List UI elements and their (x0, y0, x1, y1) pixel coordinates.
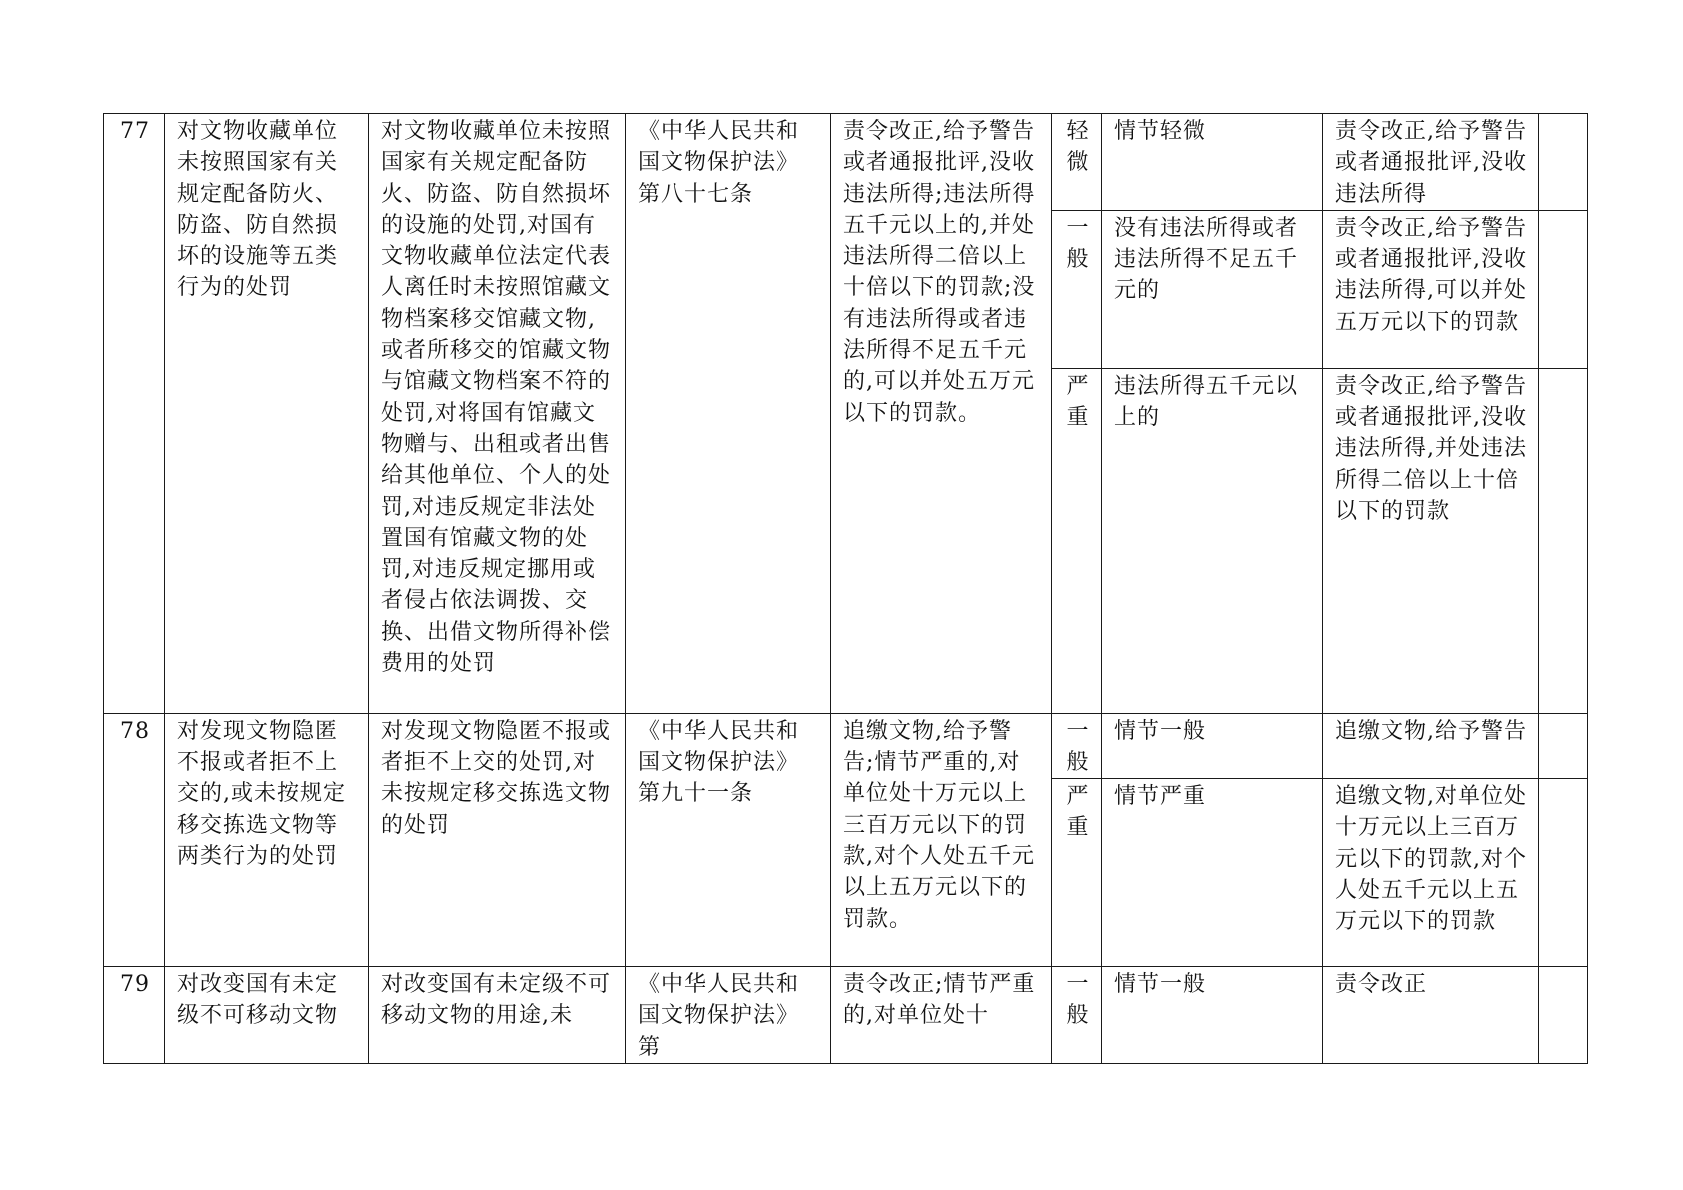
severity-level (1052, 114, 1102, 211)
legal-basis: 《中华人民共和国文物保护法》第八十七条 (626, 114, 831, 714)
severity-level-label: 一般 (1066, 972, 1090, 1029)
severity-level (1052, 779, 1102, 967)
severity-level-label: 一般 (1066, 215, 1090, 272)
table-row (104, 114, 1588, 211)
penalty-standards-table (103, 113, 1588, 1064)
item-content: 对改变国有未定级不可移动文物的用途,未 (369, 967, 626, 1064)
severity-level (1052, 967, 1102, 1064)
item-content: 对发现文物隐匿不报或者拒不上交的处罚,对未按规定移交拣选文物的处罚 (369, 713, 626, 966)
penalty-provision: 责令改正,给予警告或者通报批评,没收违法所得;违法所得五千元以上的,并处违法所得二倍以上十倍以下的罚款;没有违法所得或者违法所得不足五千元的,可以并处五万元以下的罚款。 (831, 114, 1052, 714)
item-number: 79 (104, 967, 165, 1064)
remarks-cell (1539, 210, 1588, 368)
circumstance: 情节一般 (1102, 713, 1323, 778)
circumstance: 没有违法所得或者违法所得不足五千元的 (1102, 210, 1323, 368)
circumstance: 违法所得五千元以上的 (1102, 368, 1323, 713)
severity-level (1052, 713, 1102, 778)
discretion-standard: 责令改正,给予警告或者通报批评,没收违法所得,可以并处五万元以下的罚款 (1323, 210, 1539, 368)
item-number: 77 (104, 114, 165, 714)
circumstance: 情节严重 (1102, 779, 1323, 967)
penalty-provision: 追缴文物,给予警告;情节严重的,对单位处十万元以上三百万元以下的罚款,对个人处五千元以上五万元以下的罚款。 (831, 713, 1052, 966)
circumstance: 情节一般 (1102, 967, 1323, 1064)
penalty-provision: 责令改正;情节严重的,对单位处十 (831, 967, 1052, 1064)
legal-basis: 《中华人民共和国文物保护法》第九十一条 (626, 713, 831, 966)
item-number: 78 (104, 713, 165, 966)
table-row (104, 713, 1588, 778)
item-content: 对文物收藏单位未按照国家有关规定配备防火、防盗、防自然损坏的设施的处罚,对国有文物收藏单位法定代表人离任时未按照馆藏文物档案移交馆藏文物,或者所移交的馆藏文物与馆藏文物档案不符的处罚,对将国有馆藏文物赠与、出租或者出售给其他单位、个人的处罚,对违反规定非法处置国有馆藏文物的处罚,对违反规定挪用或者侵占依法调拨、交换、出借文物所得补偿费用的处罚 (369, 114, 626, 714)
remarks-cell (1539, 368, 1588, 713)
remarks-cell (1539, 779, 1588, 967)
circumstance: 情节轻微 (1102, 114, 1323, 211)
severity-level (1052, 210, 1102, 368)
discretion-standard: 责令改正,给予警告或者通报批评,没收违法所得,并处违法所得二倍以上十倍以下的罚款 (1323, 368, 1539, 713)
discretion-standard: 追缴文物,对单位处十万元以上三百万元以下的罚款,对个人处五千元以上五万元以下的罚款 (1323, 779, 1539, 967)
item-name: 对改变国有未定级不可移动文物 (165, 967, 369, 1064)
remarks-cell (1539, 967, 1588, 1064)
severity-level-label: 一般 (1066, 718, 1090, 775)
legal-basis: 《中华人民共和国文物保护法》第 (626, 967, 831, 1064)
item-name: 对发现文物隐匿不报或者拒不上交的,或未按规定移交拣选文物等两类行为的处罚 (165, 713, 369, 966)
discretion-standard: 追缴文物,给予警告 (1323, 713, 1539, 778)
table-row (104, 967, 1588, 1064)
severity-level-label: 严重 (1066, 784, 1090, 841)
severity-level-label: 轻微 (1066, 119, 1090, 175)
item-name: 对文物收藏单位未按照国家有关规定配备防火、防盗、防自然损坏的设施等五类行为的处罚 (165, 114, 369, 714)
severity-level-label: 严重 (1066, 373, 1090, 430)
discretion-standard: 责令改正 (1323, 967, 1539, 1064)
remarks-cell (1539, 114, 1588, 211)
remarks-cell (1539, 713, 1588, 778)
severity-level (1052, 368, 1102, 713)
discretion-standard: 责令改正,给予警告或者通报批评,没收违法所得 (1323, 114, 1539, 211)
